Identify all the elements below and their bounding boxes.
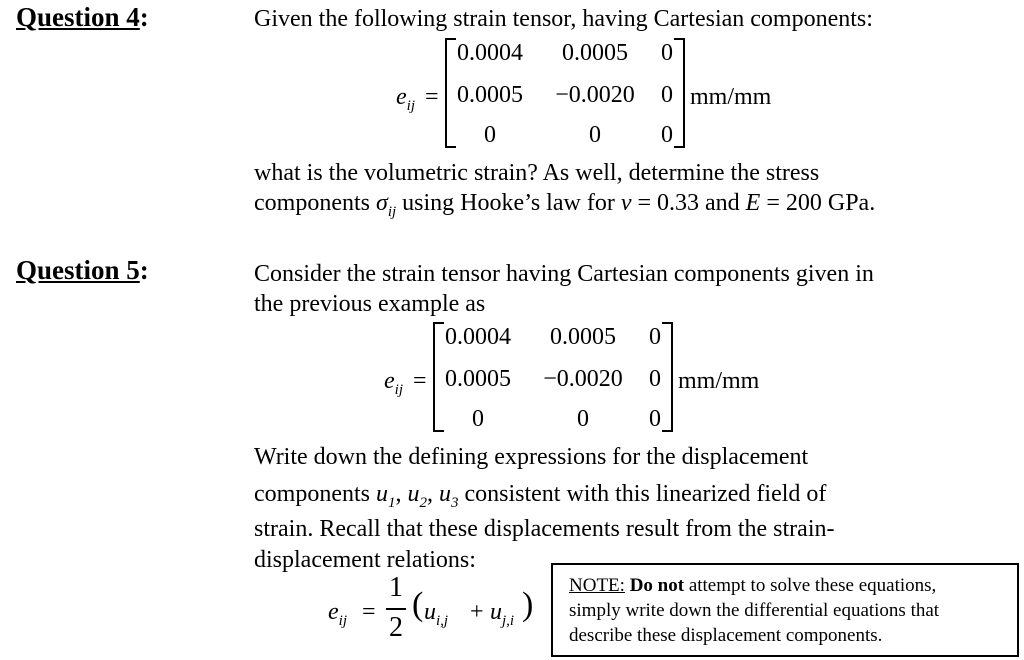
q4-strain-matrix [445, 38, 685, 148]
q5-u2: u [407, 481, 420, 507]
note-line-1 [569, 573, 1017, 598]
question-5-colon: : [139, 255, 149, 285]
q4-line-2-d: = 200 GPa. [760, 190, 876, 216]
q5-cell-2-3: 0 [649, 366, 661, 392]
q4-cell-3-2: 0 [589, 122, 601, 148]
q4-equals: = [425, 84, 439, 110]
eq-equals: = [362, 599, 376, 625]
question-5-heading [16, 255, 149, 286]
eq-u-ji-sub: j,i [502, 613, 515, 629]
q4-cell-2-1: 0.0005 [457, 82, 523, 108]
q5-intro-2: the previous example as [254, 291, 486, 317]
q4-line-2 [254, 188, 875, 227]
q5-cell-1-3: 0 [649, 324, 661, 350]
q5-equals: = [413, 368, 427, 394]
q5-paragraph-1: Write down the defining expressions for the displacement [254, 444, 809, 470]
q5-cell-3-2: 0 [577, 406, 589, 432]
q4-tensor-sub: ij [406, 98, 415, 114]
q5-cell-1-2: 0.0005 [550, 324, 616, 350]
eq-fraction-bar [386, 608, 406, 610]
q4-sigma-sub: ij [387, 204, 397, 220]
q4-cell-3-3: 0 [661, 122, 673, 148]
q5-u1-sub: 1 [387, 495, 396, 511]
q4-line-2-b: using Hooke’s law for [396, 190, 621, 216]
eq-term-1 [424, 597, 448, 636]
q4-cell-1-2: 0.0005 [562, 40, 628, 66]
eq-open-paren: ( [412, 586, 424, 623]
q5-cell-2-2: −0.0020 [543, 366, 623, 392]
q4-line-1: what is the volumetric strain? As well, determine the stress [254, 160, 820, 186]
q5-units: mm/mm [678, 368, 760, 394]
eq-plus: + [470, 599, 484, 625]
q4-units: mm/mm [690, 84, 772, 110]
q5-paragraph-2: components $u_1$, $u_2$, $u_3$ consistent with this linearized field of [254, 481, 827, 511]
q5-tensor-e: e [384, 368, 395, 394]
q5-strain-matrix [433, 322, 673, 432]
question-4-colon: : [139, 2, 149, 32]
note-bold: Do not [629, 575, 685, 596]
question-5-label: Question 5 [16, 255, 140, 285]
q5-tensor-sub: ij [394, 382, 403, 398]
q5-cell-3-1: 0 [472, 406, 484, 432]
q5-intro-1: Consider the strain tensor having Cartesian components given in [254, 261, 874, 287]
q5-paragraph-4: displacement relations: [254, 547, 476, 573]
eq-u-ij-sub: i,j [436, 613, 449, 629]
q5-u1: u [375, 481, 388, 507]
q4-cell-1-3: 0 [661, 40, 673, 66]
q4-tensor-symbol [396, 82, 415, 121]
q5-tensor-symbol [384, 366, 403, 405]
question-4-heading [16, 2, 149, 33]
eq-numerator: 1 [389, 572, 403, 603]
q5-cell-2-1: 0.0005 [445, 366, 511, 392]
q4-E: E [745, 190, 761, 216]
q5-u3: u [438, 481, 451, 507]
eq-lhs [328, 597, 347, 636]
q5-p2-a: components [254, 481, 376, 507]
note-label: NOTE: [569, 575, 625, 596]
q4-cell-2-2: −0.0020 [555, 82, 635, 108]
q4-cell-1-1: 0.0004 [457, 40, 523, 66]
eq-u-ij: u [424, 599, 436, 625]
q4-nu: v [620, 190, 632, 216]
question-4-label: Question 4 [16, 2, 140, 32]
note-line-2: simply write down the differential equations that [569, 600, 940, 621]
q5-u2-sub: 2 [419, 495, 427, 511]
q4-sigma: σ [375, 190, 388, 216]
q4-line-2-c: = 0.33 and [631, 190, 746, 216]
q4-cell-2-3: 0 [661, 82, 673, 108]
q5-paragraph-3: strain. Recall that these displacements result from the strain- [254, 516, 835, 542]
q4-line-2-a: components [254, 190, 376, 216]
q5-p2-b: consistent with this linearized field of [458, 481, 827, 507]
q4-intro: Given the following strain tensor, having Cartesian components: [254, 6, 873, 32]
eq-denominator: 2 [389, 612, 403, 643]
eq-lhs-e: e [328, 599, 339, 625]
q5-cell-1-1: 0.0004 [445, 324, 511, 350]
q4-cell-3-1: 0 [484, 122, 496, 148]
eq-close-paren: ) [522, 586, 534, 623]
q5-u3-sub: 3 [450, 495, 459, 511]
eq-u-ji: u [490, 599, 502, 625]
note-box [551, 563, 1019, 657]
q5-cell-3-3: 0 [649, 406, 661, 432]
eq-term-2 [490, 597, 514, 636]
note-line-3: describe these displacement components. [569, 625, 883, 646]
q4-tensor-e: e [396, 84, 407, 110]
eq-lhs-sub: ij [338, 613, 347, 629]
note-line-1-rest: attempt to solve these equations, [684, 575, 937, 596]
